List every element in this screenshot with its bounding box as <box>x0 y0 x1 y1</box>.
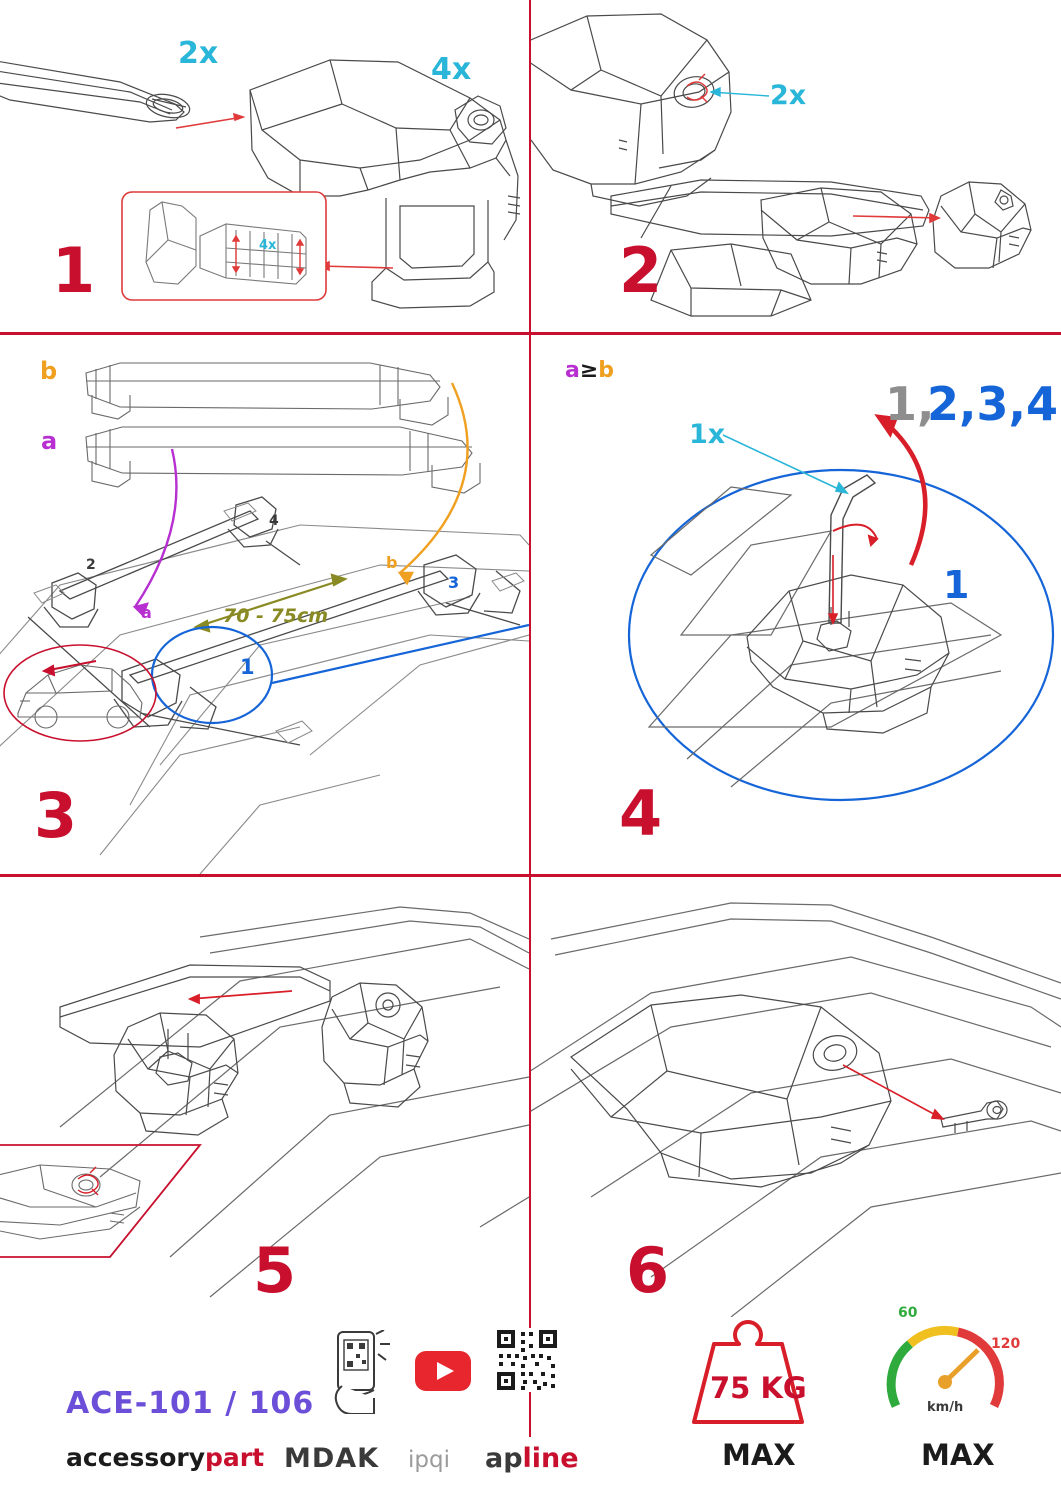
step-3-number: 3 <box>34 779 78 852</box>
brand-part-text: part <box>205 1443 265 1472</box>
condition-operator: ≥ <box>579 358 599 383</box>
brand-apline <box>485 1443 579 1474</box>
speed-unit-label: km/h <box>927 1400 964 1415</box>
qr-code-icon <box>495 1328 559 1392</box>
condition-b: b <box>598 358 615 383</box>
step-1-qty-2x: 2x <box>178 36 219 71</box>
step-3-mount-4-label: 4 <box>269 513 279 529</box>
phone-qr-icon <box>322 1330 394 1414</box>
step-3-mount-1-label: 1 <box>240 655 255 679</box>
speed-max-label: 120 <box>991 1336 1021 1352</box>
brand-line-text: line <box>522 1443 579 1474</box>
step-1-panel <box>0 0 529 332</box>
brand-ipqi: ipqi <box>408 1447 450 1473</box>
weight-max-caption: MAX <box>722 1438 796 1472</box>
step-5-panel <box>0 877 529 1317</box>
step-1-qty-4x: 4x <box>431 52 472 87</box>
brand-mdak: MDAK <box>284 1443 380 1474</box>
step-4-number: 4 <box>619 777 663 850</box>
step-3-bar-a-label: a <box>41 427 58 455</box>
step-4-panel <box>531 335 1061 874</box>
step-3-arrow-b-label: b <box>386 553 398 572</box>
step-4-sequence-first: 1, <box>885 377 935 431</box>
brand-accessory-text: accessory <box>66 1443 206 1472</box>
step-2-illustration <box>531 0 1061 332</box>
step-3-panel <box>0 335 529 874</box>
step-6-number: 6 <box>626 1234 670 1307</box>
step-3-mount-3-label: 3 <box>448 573 460 592</box>
speed-max-caption: MAX <box>921 1438 995 1472</box>
step-3-condition-label <box>565 358 614 383</box>
step-4-detail-order: 1 <box>943 563 970 607</box>
step-4-sequence-rest: 2,3,4 <box>927 377 1058 431</box>
step-3-bar-b-label: b <box>40 357 58 385</box>
step-3-mount-2-label: 2 <box>86 557 96 573</box>
step-1-inset-qty-4x: 4x <box>259 238 277 253</box>
step-2-panel <box>531 0 1061 332</box>
youtube-icon[interactable] <box>414 1350 472 1392</box>
step-6-panel <box>531 877 1061 1317</box>
weight-value: 75 KG <box>710 1371 807 1405</box>
step-4-turns-label: 1x <box>689 419 726 450</box>
step-3-arrow-a-label: a <box>141 603 152 622</box>
speed-min-label: 60 <box>898 1305 918 1321</box>
step-1-number: 1 <box>52 234 96 307</box>
product-code: ACE-101 / 106 <box>66 1386 315 1421</box>
brand-accessorypart <box>66 1443 264 1472</box>
step-3-distance-label: 70 - 75cm <box>223 605 329 627</box>
brand-ap-text: ap <box>485 1443 523 1474</box>
step-2-qty-2x: 2x <box>770 80 807 111</box>
step-6-illustration <box>531 877 1061 1317</box>
condition-a: a <box>565 358 580 383</box>
step-5-number: 5 <box>253 1234 297 1307</box>
step-2-number: 2 <box>619 234 663 307</box>
